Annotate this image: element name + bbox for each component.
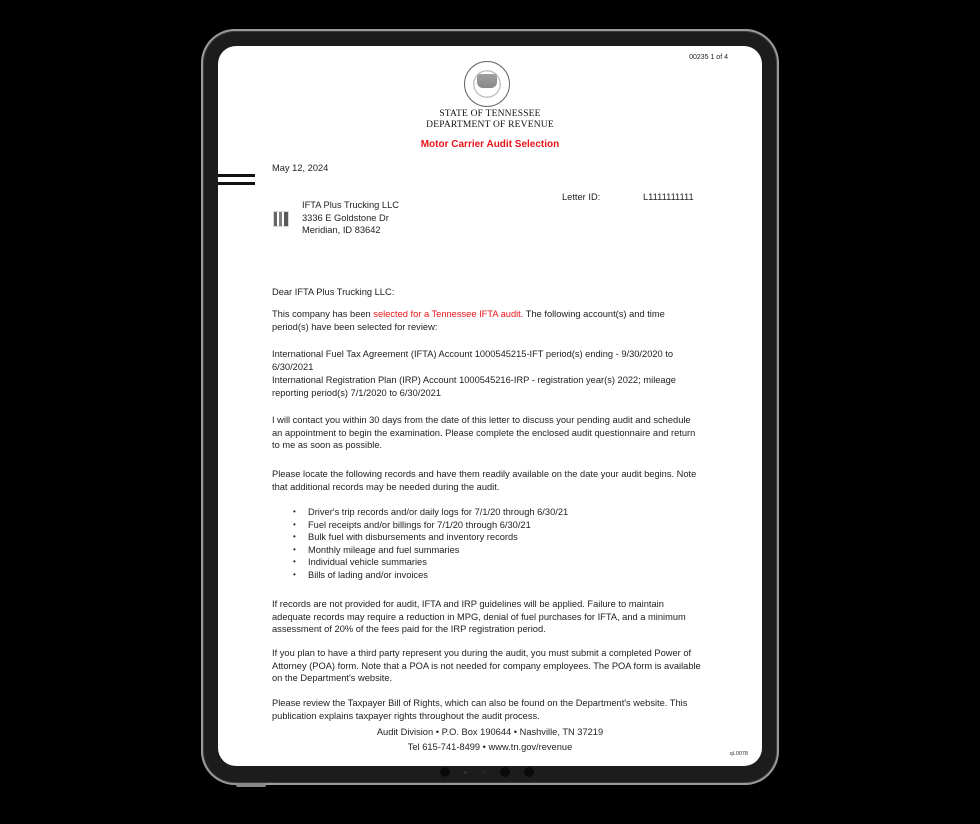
document-page: [218, 46, 762, 766]
sensor-icon: [464, 771, 467, 774]
letter-id-label: Letter ID:: [562, 192, 601, 202]
barcode-icon: [274, 212, 288, 226]
intro-highlight: selected for a Tennessee IFTA audit.: [373, 309, 524, 319]
poa-paragraph: If you plan to have a third party represent you during the audit, you must submit a completed Power of Attorney (POA) form. Note that a POA is not needed for company employees. The POA form is available on the Department's website.: [272, 648, 701, 684]
list-item: • Bills of lading and/or invoices: [293, 569, 568, 582]
state-seal-icon: [464, 61, 510, 107]
salutation: Dear IFTA Plus Trucking LLC:: [272, 287, 395, 297]
list-item: • Monthly mileage and fuel summaries: [293, 544, 568, 557]
intro-paragraph: [272, 308, 692, 333]
menu-icon[interactable]: [218, 174, 255, 188]
sensor-icon: [481, 770, 486, 775]
camera-icon: [440, 767, 450, 777]
recipient-address: [302, 199, 399, 237]
letter-id-value: L1111111111: [643, 192, 694, 202]
recipient-street: 3336 E Goldstone Dr: [302, 212, 389, 223]
records-paragraph: Please locate the following records and have them readily available on the date your audit begins. Note that additional records may be needed during the audit.: [272, 469, 697, 492]
tablet-side-button: [236, 783, 266, 787]
list-item: • Fuel receipts and/or billings for 7/1/20 through 6/30/21: [293, 519, 568, 532]
header-state: STATE OF TENNESSEE: [439, 109, 541, 119]
intro-text-after: The following account(s) and time period(s) have been selected for review:: [272, 309, 665, 332]
header-department: DEPARTMENT OF REVENUE: [426, 120, 554, 130]
recipient-city: Meridian, ID 83642: [302, 225, 381, 236]
list-item: • Individual vehicle summaries: [293, 556, 568, 569]
list-item: • Driver's trip records and/or daily logs for 7/1/20 through 6/30/21: [293, 506, 568, 519]
guidelines-paragraph: If records are not provided for audit, IFTA and IRP guidelines will be applied. Failure to maintain adequate records may require a reduction in MPG, denial of fuel purchases for IFTA, and a minimum assessment of 20% of the fees paid for the IRP registration period.: [272, 599, 686, 635]
camera-icon: [524, 767, 534, 777]
contact-paragraph: I will contact you within 30 days from the date of this letter to discuss your pending audit and schedule an appointment to begin the examination. Please complete the enclosed audit questionnaire and return to me as soon as possible.: [272, 415, 696, 451]
letter-date: May 12, 2024: [272, 163, 329, 173]
form-code: qL0078: [729, 751, 748, 757]
account-ifta: International Fuel Tax Agreement (IFTA) Account 1000545215-IFT period(s) ending - 9/30/2020 to 6/30/2021: [272, 349, 674, 372]
records-list: [293, 506, 568, 582]
recipient-name: IFTA Plus Trucking LLC: [302, 200, 399, 210]
rights-paragraph: Please review the Taxpayer Bill of Rights, which can also be found on the Department's website. This publication explains taxpayer rights throughout the audit process.: [272, 698, 688, 721]
intro-text: This company has been: [272, 309, 374, 319]
list-item: • Bulk fuel with disbursements and inventory records: [293, 531, 568, 544]
page-indicator: 00235 1 of 4: [689, 54, 728, 61]
footer-address: Audit Division • P.O. Box 190644 • Nashville, TN 37219: [376, 727, 604, 737]
document-title: Motor Carrier Audit Selection: [420, 139, 560, 150]
account-irp: International Registration Plan (IRP) Account 1000545216-IRP - registration year(s) 2022; mileage reporting period(s) 7/1/2020 to 6/30/2021: [272, 375, 676, 398]
camera-icon: [500, 767, 510, 777]
tablet-camera-bar: [440, 767, 534, 777]
footer-contact: Tel 615-741-8499 • www.tn.gov/revenue: [407, 742, 573, 752]
